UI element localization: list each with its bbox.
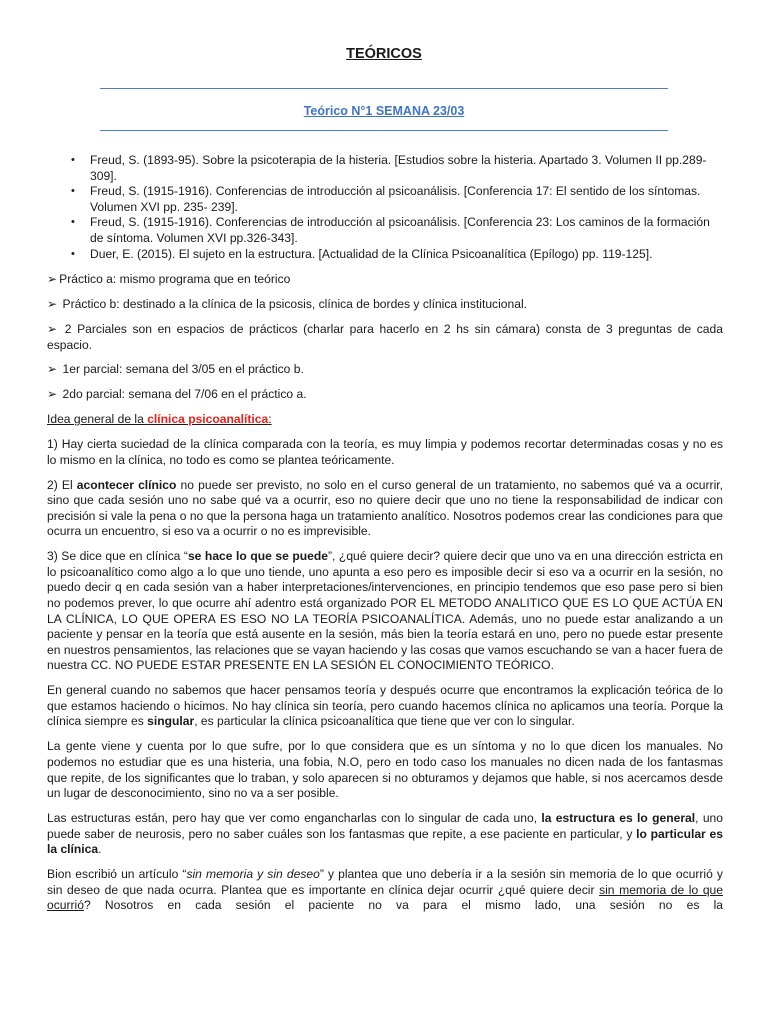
bibliography-item: • Freud, S. (1915-1916). Conferencias de introducción al psicoanálisis. [Conferencia 23: Los caminos de la formación de síntoma. Volumen XVI pp.326-343]. bbox=[71, 215, 710, 245]
bullet-icon: • bbox=[71, 216, 75, 229]
note-practico-b: ➢ Práctico b: destinado a la clínica de la psicosis, clínica de bordes y clínica institucional. bbox=[47, 297, 528, 312]
paragraph-2: 2) El acontecer clínico no puede ser previsto, no solo en el curso general de un tratamiento, no sabemos qué va a ocurrir, sino que cada sesión uno no sabe qué va a ocurrir, eso no quiere decir que uno no tiene la responsabilidad de indicar con precisión si vale la pena o no que la persona haga un tratamiento analítico. Nosotros podemos crear las condiciones para que ocurra un encuentro, si eso va a ocurrir o no es imprevisible. bbox=[47, 477, 723, 539]
bullet-icon: • bbox=[71, 185, 75, 198]
note-parcial-2: ➢ 2do parcial: semana del 7/06 en el práctico a. bbox=[47, 387, 307, 402]
document-body bbox=[47, 153, 723, 923]
note-practico-a: ➢ Práctico a: mismo programa que en teórico bbox=[47, 272, 291, 287]
note-parcial-1: ➢ 1er parcial: semana del 3/05 en el práctico b. bbox=[47, 362, 304, 377]
section-subtitle: Teórico N°1 SEMANA 23/03 bbox=[303, 104, 465, 118]
bibliography-item: • Freud, S. (1893-95). Sobre la psicoterapia de la histeria. [Estudios sobre la histeria. Apartado 3. Volumen II pp.289-309]. bbox=[71, 153, 707, 183]
arrow-icon: ➢ bbox=[47, 297, 58, 312]
paragraph-6: Las estructuras están, pero hay que ver como engancharlas con lo singular de cada uno, la estructura es lo general, uno puede saber de neurosis, pero no saber cuáles son los fantasmas que repite, a ese paciente en particular, y lo particular es la clínica. bbox=[47, 811, 723, 857]
arrow-icon: ➢ bbox=[47, 272, 58, 287]
paragraph-1: 1) Hay cierta suciedad de la clínica comparada con la teoría, es muy limpia y podemos recortar determinadas cosas y no es lo mismo en la clínica, no todo es como se plantea teóricamente. bbox=[47, 437, 723, 467]
paragraph-5: La gente viene y cuenta por lo que sufre, por lo que considera que es un síntoma y no lo que dicen los manuales. No podemos no estudiar que es una histeria, una fobia, N.O, pero en todo caso los manuales no dicen nada de los fantasmas que repite, de los significantes que lo traban, y solo aparecen si no obturamos y dejamos que hable, si nos acercamos desde un lugar de desconocimiento, sino no va a ser posible. bbox=[47, 739, 723, 801]
arrow-icon: ➢ bbox=[47, 387, 58, 402]
highlight-text: clínica psicoanalítica bbox=[147, 412, 269, 427]
paragraph-7: Bion escribió un artículo “sin memoria y sin deseo” y plantea que uno debería ir a la sesión sin memoria de lo que ocurrió y sin deseo de que nada ocurra. Plantea que es importante en clínica dejar ocurrir ¿qué quiere decir sin memoria de lo que ocurrió? Nosotros en cada sesión el paciente no va para el mismo lado, una sesión no es la bbox=[47, 867, 723, 913]
page-title: TEÓRICOS bbox=[346, 46, 422, 62]
bibliography-item: • Freud, S. (1915-1916). Conferencias de introducción al psicoanálisis. [Conferencia 17: El sentido de los síntomas. Volumen XVI pp. 235- 239]. bbox=[71, 184, 701, 214]
divider-top bbox=[100, 88, 668, 89]
arrow-icon: ➢ bbox=[47, 362, 58, 377]
divider-bottom bbox=[100, 130, 668, 131]
bullet-icon: • bbox=[71, 247, 75, 260]
paragraph-3: 3) Se dice que en clínica “se hace lo que se puede”, ¿qué quiere decir? quiere decir que uno va en una dirección estricta en lo psicoanalítico como algo a lo que uno tiende, uno apunta a eso pero es imposible decir si eso va a ocurrir en la sesión, no puedo decir q en cada sesión van a haber interpretaciones/intervenciones, en principio tendemos que eso pase pero si bien no podemos prever, lo que ocurre ahí adentro está organizado POR EL METODO ANALITICO QUE ES LO QUE ACTÚA EN LA CLÍNICA, LO QUE OPERA ES ESO NO LA TEORÍA PSICOANALÍTICA. Además, uno no puede estar analizando a un paciente y pensar en la teoría que está ausente en la sesión, más bien la teoría estará en uno, pero no puede estar presente en nuestros pensamientos, las relaciones que se vayan haciendo y las cosas que vamos escuchando se van a hacer fuera de nuestra CC. NO PUEDE ESTAR PRESENTE EN LA SESIÓN EL CONOCIMIENTO TEÓRICO. bbox=[47, 549, 723, 673]
note-parciales: ➢ 2 Parciales son en espacios de prácticos (charlar para hacerlo en 2 hs sin cámara) consta de 3 preguntas de cada espacio. bbox=[47, 321, 723, 352]
paragraph-4: En general cuando no sabemos que hacer pensamos teoría y después ocurre que encontramos la explicación teórica de lo que estamos haciendo o hicimos. No hay clínica sin teoría, pero cuando hacemos clínica no aplicamos una teoría. Porque la clínica siempre es singular, es particular la clínica psicoanalítica que tiene que ver con lo singular. bbox=[47, 683, 723, 729]
bibliography-list bbox=[47, 153, 723, 262]
idea-heading: Idea general de la clínica psicoanalítica: bbox=[47, 412, 272, 427]
bibliography-item: • Duer, E. (2015). El sujeto en la estructura. [Actualidad de la Clínica Psicoanalítica (Epílogo) pp. 119-125]. bbox=[71, 246, 653, 261]
arrow-icon: ➢ bbox=[47, 321, 58, 336]
bullet-icon: • bbox=[71, 154, 75, 166]
